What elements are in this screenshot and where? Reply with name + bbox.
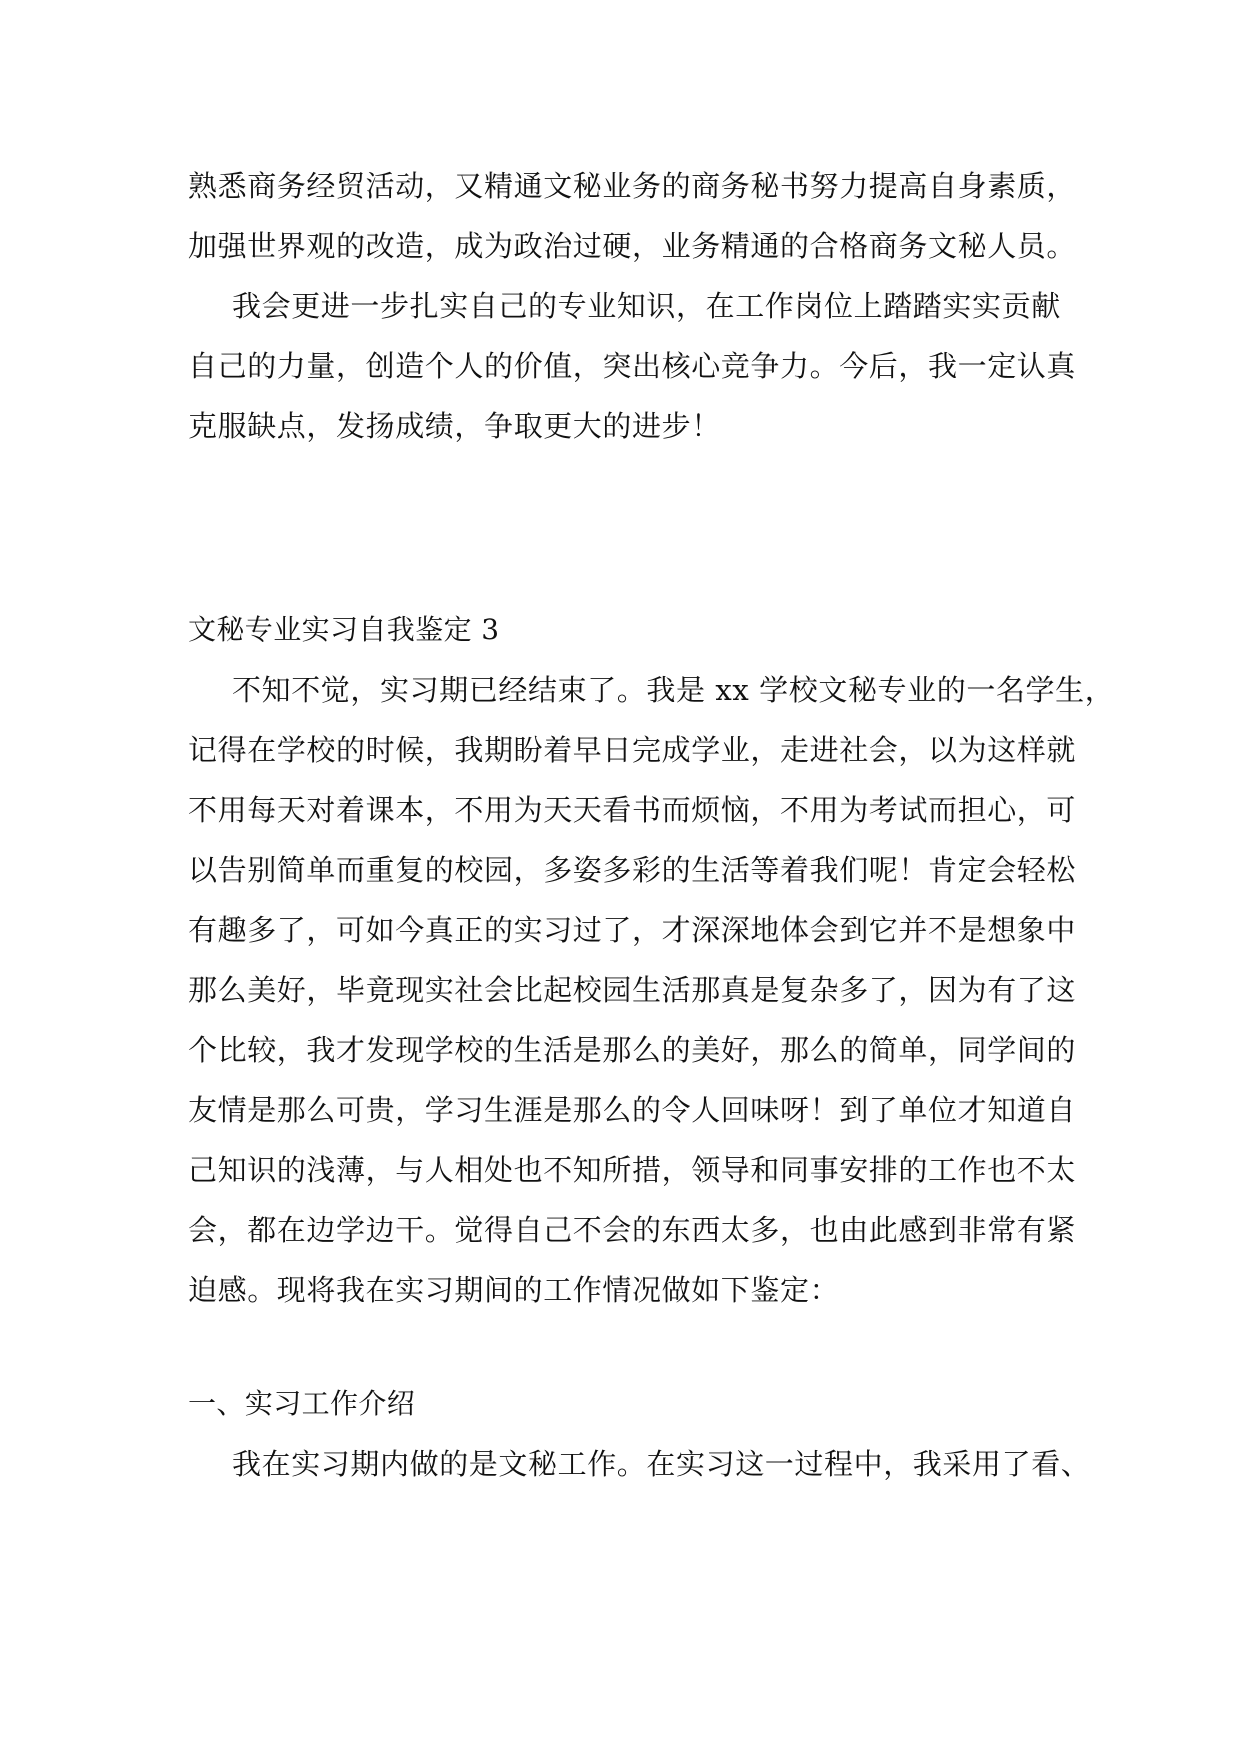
paragraph-1-line-1: 熟悉商务经贸活动，又精通文秘业务的商务秘书努力提高自身素质， (188, 169, 1077, 203)
section-title: 文秘专业实习自我鉴定 3 (188, 613, 500, 646)
paragraph-3-line-3: 不用每天对着课本，不用为天天看书而烦恼，不用为考试而担心，可 (188, 793, 1077, 827)
paragraph-3-line-11: 迫感。现将我在实习期间的工作情况做如下鉴定： (188, 1273, 840, 1307)
paragraph-2-line-2: 自己的力量，创造个人的价值，突出核心竞争力。今后，我一定认真 (188, 349, 1077, 383)
paragraph-3-line-4: 以告别简单而重复的校园，多姿多彩的生活等着我们呢！肯定会轻松 (188, 853, 1077, 887)
paragraph-3-line-7: 个比较，我才发现学校的生活是那么的美好，那么的简单，同学间的 (188, 1033, 1077, 1067)
subheading-1: 一、实习工作介绍 (188, 1387, 416, 1420)
paragraph-4-line-1: 我在实习期内做的是文秘工作。在实习这一过程中，我采用了看、 (232, 1447, 1091, 1481)
paragraph-3-line-5: 有趣多了，可如今真正的实习过了，才深深地体会到它并不是想象中 (188, 913, 1077, 947)
paragraph-3-line-8: 友情是那么可贵，学习生涯是那么的令人回味呀！到了单位才知道自 (188, 1093, 1077, 1127)
paragraph-1-line-2: 加强世界观的改造，成为政治过硬，业务精通的合格商务文秘人员。 (188, 229, 1077, 263)
paragraph-2-line-3: 克服缺点，发扬成绩，争取更大的进步！ (188, 409, 721, 443)
paragraph-3-line-6: 那么美好，毕竟现实社会比起校园生活那真是复杂多了，因为有了这 (188, 973, 1077, 1007)
paragraph-2-line-1: 我会更进一步扎实自己的专业知识，在工作岗位上踏踏实实贡献 (232, 289, 1061, 323)
paragraph-3-line-1: 不知不觉，实习期已经结束了。我是 xx 学校文秘专业的一名学生， (232, 673, 1115, 707)
paragraph-3-line-2: 记得在学校的时候，我期盼着早日完成学业，走进社会，以为这样就 (188, 733, 1077, 767)
paragraph-3-line-10: 会，都在边学边干。觉得自己不会的东西太多，也由此感到非常有紧 (188, 1213, 1077, 1247)
paragraph-3-line-9: 己知识的浅薄，与人相处也不知所措，领导和同事安排的工作也不太 (188, 1153, 1077, 1187)
